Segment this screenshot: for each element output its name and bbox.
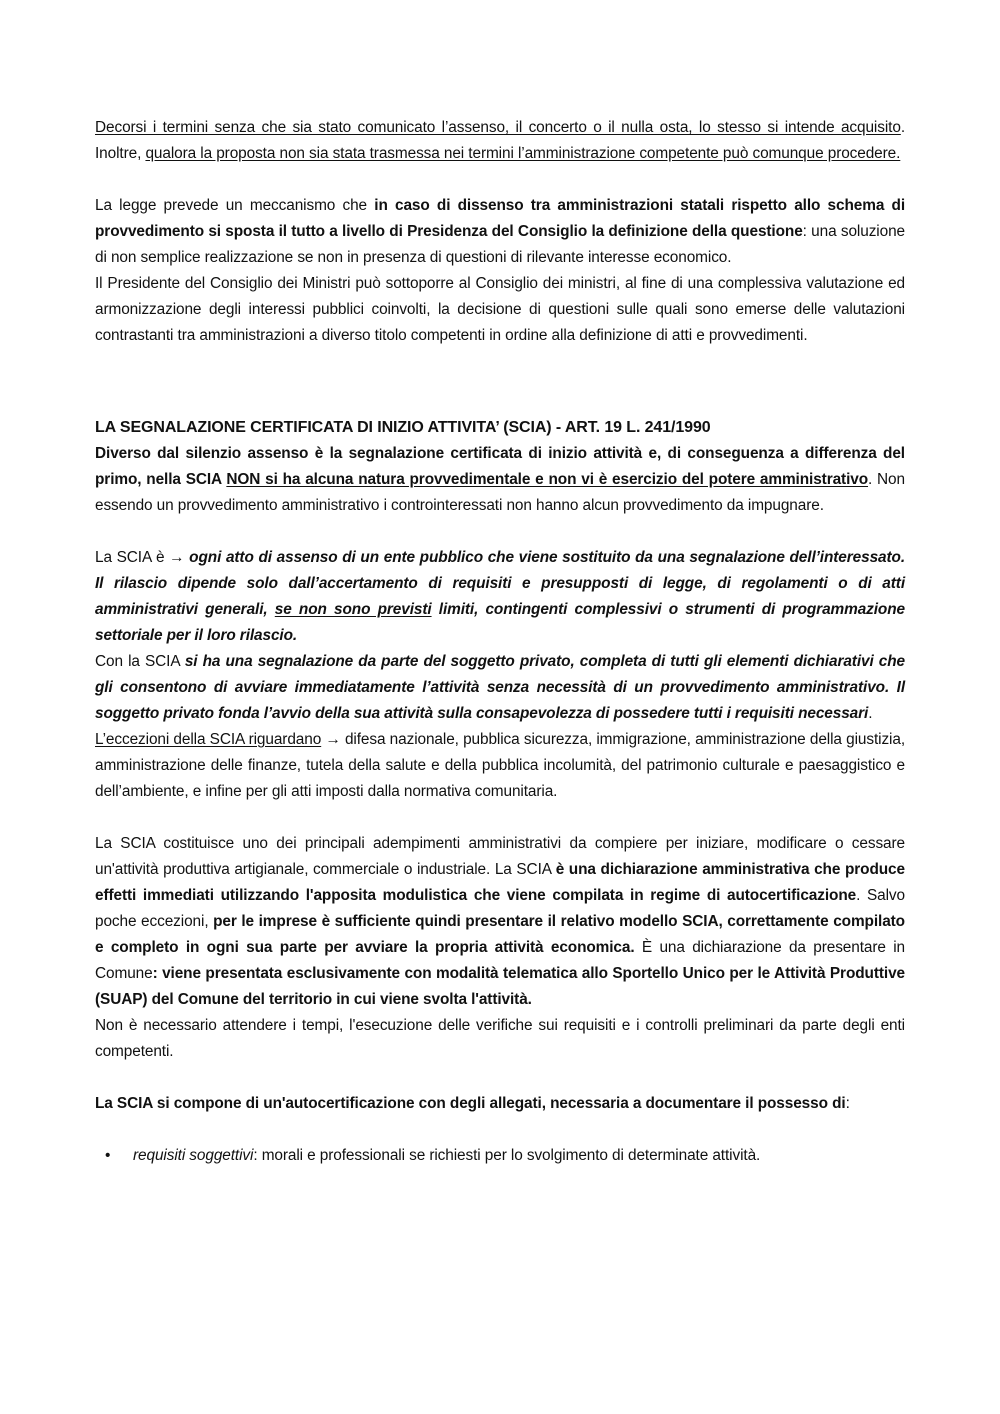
bold-text: Diverso dal silenzio assenso è la segnalazione certificata di inizio attività e, di conseguenza a differenza del primo, nella SCIA bbox=[95, 445, 905, 488]
bold-italic-text: limiti, contingenti complessivi o strumenti di programmazione settoriale per il loro rilascio. bbox=[95, 601, 905, 644]
underlined-text: Decorsi i termini senza che sia stato comunicato l’assenso, il concerto o il nulla osta, lo stesso si intende acquisito bbox=[95, 119, 901, 136]
requirements-list bbox=[95, 1143, 905, 1169]
bold-text: per le imprese è sufficiente quindi presentare il relativo modello SCIA, correttamente compilato e completo in ogni sua parte per avviare la propria attività economica. bbox=[95, 913, 905, 956]
paragraph-termini bbox=[95, 115, 905, 167]
section-heading: LA SEGNALAZIONE CERTIFICATA DI INIZIO ATTIVITA’ (SCIA) - ART. 19 L. 241/1990 bbox=[95, 419, 711, 436]
text-run: . bbox=[868, 705, 873, 722]
list-item bbox=[105, 1143, 905, 1169]
text-run: : bbox=[845, 1095, 850, 1112]
text-run: Con la SCIA bbox=[95, 653, 185, 670]
text-run: : morali e professionali se richiesti per lo svolgimento di determinate attività. bbox=[253, 1147, 761, 1164]
text-run: . Non essendo un provvedimento amministrativo i controinteressati non hanno alcun provvedimento da impugnare. bbox=[95, 471, 905, 514]
paragraph-scia-adempimenti bbox=[95, 831, 905, 1013]
text-run: La legge prevede un meccanismo che bbox=[95, 197, 375, 214]
paragraph-scia-intro bbox=[95, 441, 905, 519]
bold-italic-text: si ha una segnalazione da parte del soggetto privato, completa di tutti gli elementi dichiarativi che gli consentono di avviare immediatamente l’attività senza necessità di un provvedimento amministrativo. Il soggetto privato fonda l’avvio della sua attività sulla consapevolezza di possedere tutti i requisiti necessari bbox=[95, 653, 905, 722]
bold-text: : viene presentata esclusivamente con modalità telematica allo Sportello Unico per le Attività Produttive (SUAP) del Comune del territorio in cui viene svolta l'attività. bbox=[95, 965, 905, 1008]
underlined-text: qualora la proposta non sia stata trasmessa nei termini l’amministrazione competente può comunque procedere. bbox=[145, 145, 901, 162]
text-run: La SCIA è bbox=[95, 549, 170, 566]
bold-italic-underlined-text: se non sono previsti bbox=[274, 601, 432, 618]
bold-underlined-text: NON si ha alcuna natura provvedimentale e non vi è esercizio del potere amministrativo bbox=[226, 471, 869, 488]
italic-term: requisiti soggettivi bbox=[133, 1147, 254, 1164]
text-run: La SCIA costituisce uno dei principali adempimenti amministrativi da compiere per iniziare, modificare o cessare un'attività produttiva artigianale, commerciale o industriale. La SCIA bbox=[95, 835, 905, 878]
bullet-icon: • bbox=[105, 1147, 111, 1164]
text-run: : una soluzione di non semplice realizzazione se non in presenza di questioni di rilevante interesse economico. bbox=[95, 223, 905, 266]
paragraph-composizione bbox=[95, 1091, 905, 1117]
bold-text: è una dichiarazione amministrativa che produce effetti immediati utilizzando l'apposita modulistica che viene compilata in regime di autocertificazione bbox=[95, 861, 905, 904]
bold-text: in caso di dissenso tra amministrazioni statali rispetto allo schema di provvedimento si sposta il tutto a livello di Presidenza del Consiglio la definizione della questione bbox=[95, 197, 905, 240]
text-run: È una dichiarazione da presentare in Comune bbox=[95, 939, 905, 982]
paragraph-tempi: Non è necessario attendere i tempi, l'esecuzione delle verifiche sui requisiti e i controlli preliminari da parte degli enti competenti. bbox=[95, 1017, 905, 1060]
paragraph-scia-definition bbox=[95, 545, 905, 649]
arrow-right-icon: → bbox=[169, 549, 185, 566]
text-run: . Inoltre, bbox=[95, 119, 905, 162]
text-run: difesa nazionale, pubblica sicurezza, immigrazione, amministrazione della giustizia, amministrazione delle finanze, tutela della salute e della pubblica incolumità, del patrimonio culturale e paesaggistico e dell’ambiente, e infine per gli atti imposti dalla normativa comunitaria. bbox=[95, 731, 906, 800]
paragraph-presidente: Il Presidente del Consiglio dei Ministri può sottoporre al Consiglio dei ministri, al fine di una complessiva valutazione ed armonizzazione degli interessi pubblici coinvolti, la decisione di questioni sulle quali sono emerse delle valutazioni contrastanti tra amministrazioni a diverso titolo competenti in ordine alla definizione di atti e provvedimenti. bbox=[95, 275, 905, 344]
arrow-right-icon: → bbox=[325, 731, 341, 748]
paragraph-eccezioni bbox=[95, 727, 905, 805]
underlined-text: L’eccezioni della SCIA riguardano bbox=[95, 731, 322, 748]
bold-text: La SCIA si compone di un'autocertificazione con degli allegati, necessaria a documentare il possesso di bbox=[95, 1095, 846, 1112]
paragraph-dissenso bbox=[95, 193, 905, 271]
bold-italic-text: ogni atto di assenso di un ente pubblico che viene sostituito da una segnalazione dell’interessato. Il rilascio dipende solo dall’accertamento di requisiti e presupposti di legge, di regolamenti o di atti amministrativi generali, bbox=[95, 549, 905, 618]
document-page bbox=[95, 115, 905, 1169]
text-run: . Salvo poche eccezioni, bbox=[95, 887, 905, 930]
paragraph-scia-segnalazione bbox=[95, 649, 905, 727]
